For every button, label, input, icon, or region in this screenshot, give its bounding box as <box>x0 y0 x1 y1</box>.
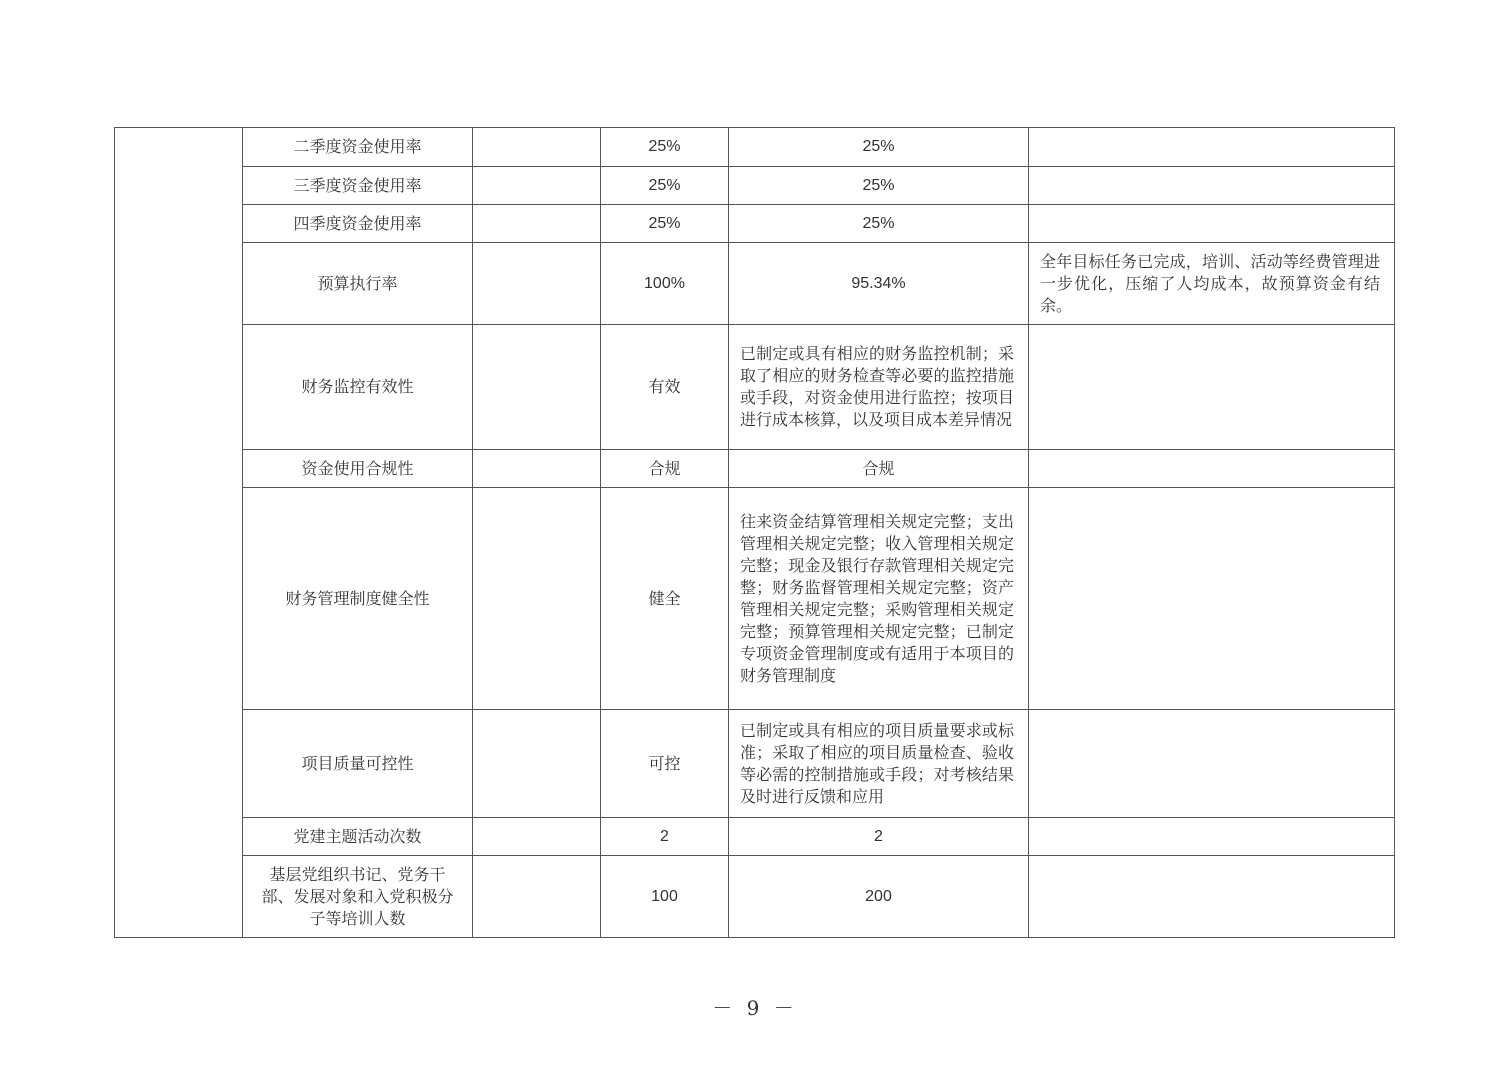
target-value-cell: 2 <box>601 818 729 856</box>
target-value-cell: 25% <box>601 167 729 205</box>
table-row <box>115 818 1395 856</box>
indicator-cell: 三季度资金使用率 <box>243 167 473 205</box>
weight-cell <box>473 818 601 856</box>
weight-cell <box>473 128 601 167</box>
actual-value-cell: 95.34% <box>729 243 1029 325</box>
weight-cell <box>473 450 601 488</box>
weight-cell <box>473 856 601 938</box>
target-value-cell: 25% <box>601 128 729 167</box>
weight-cell <box>473 167 601 205</box>
indicator-cell: 财务监控有效性 <box>243 325 473 450</box>
table-row <box>115 128 1395 167</box>
indicator-cell: 资金使用合规性 <box>243 450 473 488</box>
target-value-cell: 健全 <box>601 488 729 710</box>
actual-value-cell: 25% <box>729 205 1029 243</box>
indicator-cell: 项目质量可控性 <box>243 710 473 818</box>
actual-value-cell: 合规 <box>729 450 1029 488</box>
indicator-cell: 党建主题活动次数 <box>243 818 473 856</box>
weight-cell <box>473 710 601 818</box>
table-row <box>115 167 1395 205</box>
target-value-cell: 25% <box>601 205 729 243</box>
weight-cell <box>473 243 601 325</box>
note-cell <box>1029 128 1395 167</box>
table-row <box>115 488 1395 710</box>
target-value-cell: 100 <box>601 856 729 938</box>
note-cell <box>1029 325 1395 450</box>
category-cell <box>115 128 243 938</box>
weight-cell <box>473 205 601 243</box>
note-cell <box>1029 856 1395 938</box>
table-row <box>115 450 1395 488</box>
note-cell <box>1029 710 1395 818</box>
target-value-cell: 可控 <box>601 710 729 818</box>
note-cell <box>1029 167 1395 205</box>
indicator-cell: 二季度资金使用率 <box>243 128 473 167</box>
weight-cell <box>473 325 601 450</box>
target-value-cell: 合规 <box>601 450 729 488</box>
actual-value-cell: 往来资金结算管理相关规定完整；支出管理相关规定完整；收入管理相关规定完整；现金及银行存款管理相关规定完整；财务监督管理相关规定完整；资产管理相关规定完整；采购管理相关规定完整；预算管理相关规定完整；已制定专项资金管理制度或有适用于本项目的财务管理制度 <box>729 488 1029 710</box>
actual-value-cell: 25% <box>729 128 1029 167</box>
note-cell <box>1029 205 1395 243</box>
weight-cell <box>473 488 601 710</box>
actual-value-cell: 200 <box>729 856 1029 938</box>
table-row <box>115 325 1395 450</box>
table-row <box>115 243 1395 325</box>
page-number: － 9 － <box>712 996 798 1020</box>
actual-value-cell: 已制定或具有相应的项目质量要求或标准；采取了相应的项目质量检查、验收等必需的控制措施或手段；对考核结果及时进行反馈和应用 <box>729 710 1029 818</box>
table-row <box>115 710 1395 818</box>
actual-value-cell: 已制定或具有相应的财务监控机制；采取了相应的财务检查等必要的监控措施或手段，对资金使用进行监控；按项目进行成本核算，以及项目成本差异情况 <box>729 325 1029 450</box>
actual-value-cell: 25% <box>729 167 1029 205</box>
note-cell: 全年目标任务已完成，培训、活动等经费管理进一步优化，压缩了人均成本，故预算资金有结余。 <box>1029 243 1395 325</box>
indicator-cell: 四季度资金使用率 <box>243 205 473 243</box>
note-cell <box>1029 450 1395 488</box>
note-cell <box>1029 488 1395 710</box>
actual-value-cell: 2 <box>729 818 1029 856</box>
note-cell <box>1029 818 1395 856</box>
target-value-cell: 有效 <box>601 325 729 450</box>
table-row <box>115 856 1395 938</box>
indicator-cell: 基层党组织书记、党务干部、发展对象和入党积极分子等培训人数 <box>243 856 473 938</box>
performance-table <box>114 127 1395 938</box>
table-row <box>115 205 1395 243</box>
indicator-cell: 预算执行率 <box>243 243 473 325</box>
target-value-cell: 100% <box>601 243 729 325</box>
indicator-cell: 财务管理制度健全性 <box>243 488 473 710</box>
